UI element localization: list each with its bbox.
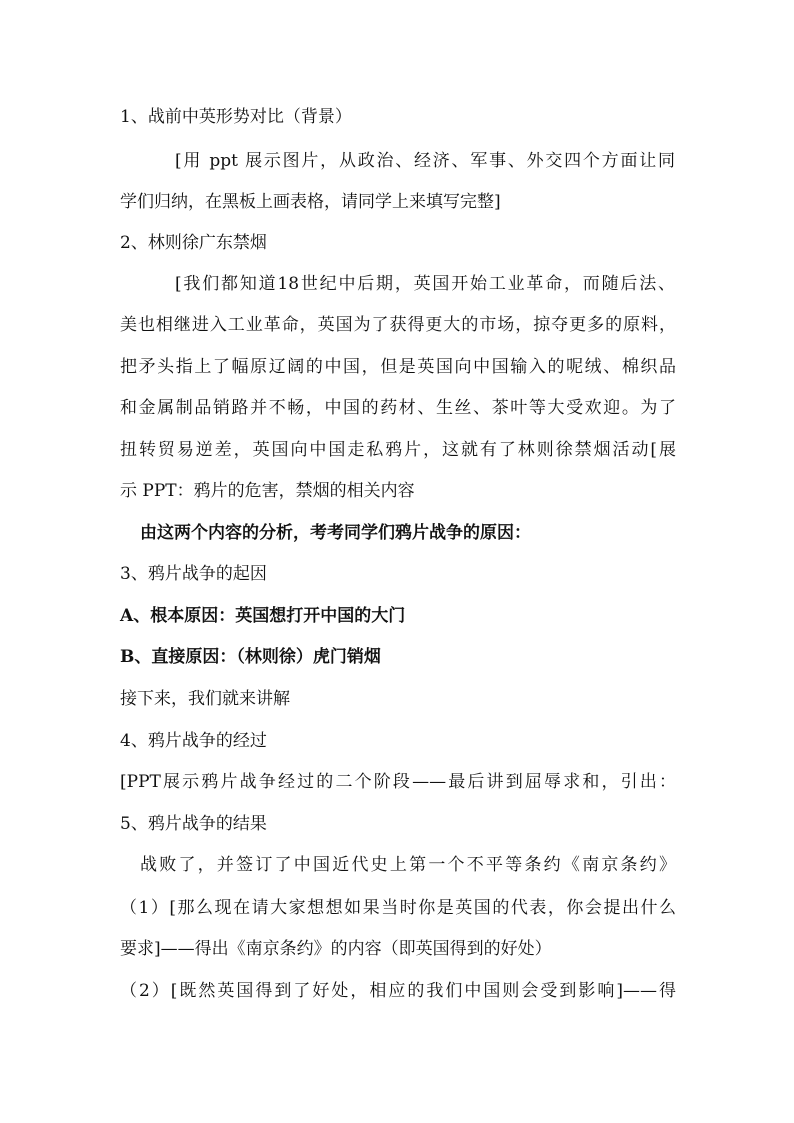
paragraph-line: [PPT展示鸦片战争经过的二个阶段——最后讲到屈辱求和，引出： [120,772,676,792]
paragraph-line: 美也相继进入工业革命，英国为了获得更大的市场，掠夺更多的原料， [120,315,676,335]
heading-2-lin-zexu: 2、林则徐广东禁烟 [120,233,267,253]
paragraph-line: 接下来，我们就来讲解 [120,689,290,709]
paragraph-line: 战败了，并签订了中国近代史上第一个不平等条约《南京条约》 [140,855,676,875]
paragraph-line: [我们都知道18世纪中后期，英国开始工业革命，而随后法、 [175,274,675,294]
cause-b: B、直接原因：（林则徐）虎门销烟 [120,647,381,667]
paragraph-line: （2）[既然英国得到了好处，相应的我们中国则会受到影响]——得 [120,981,676,1001]
paragraph-line: 扭转贸易逆差，英国向中国走私鸦片，这就有了林则徐禁烟活动[展 [120,440,676,460]
paragraph-line: 示 PPT：鸦片的危害，禁烟的相关内容 [120,481,415,501]
paragraph-line: [用 ppt 展示图片，从政治、经济、军事、外交四个方面让同 [175,151,675,171]
paragraph-line: 学们归纳，在黑板上画表格，请同学上来填写完整] [120,192,501,212]
paragraph-line: 和金属制品销路并不畅，中国的药材、生丝、茶叶等大受欢迎。为了 [120,398,676,418]
bold-prompt: 由这两个内容的分析，考考同学们鸦片战争的原因： [140,523,531,543]
paragraph-line: 把矛头指上了幅原辽阔的中国，但是英国向中国输入的呢绒、棉织品 [120,357,676,377]
heading-3-causes: 3、鸦片战争的起因 [120,564,267,584]
paragraph-line: 要求]——得出《南京条约》的内容（即英国得到的好处） [120,939,552,959]
heading-4-process: 4、鸦片战争的经过 [120,731,267,751]
heading-1-background: 1、战前中英形势对比（背景） [120,107,352,127]
heading-5-results: 5、鸦片战争的结果 [120,814,267,834]
cause-a: A、根本原因：英国想打开中国的大门 [120,606,406,626]
paragraph-line: （1）[那么现在请大家想想如果当时你是英国的代表，你会提出什么 [120,898,676,918]
